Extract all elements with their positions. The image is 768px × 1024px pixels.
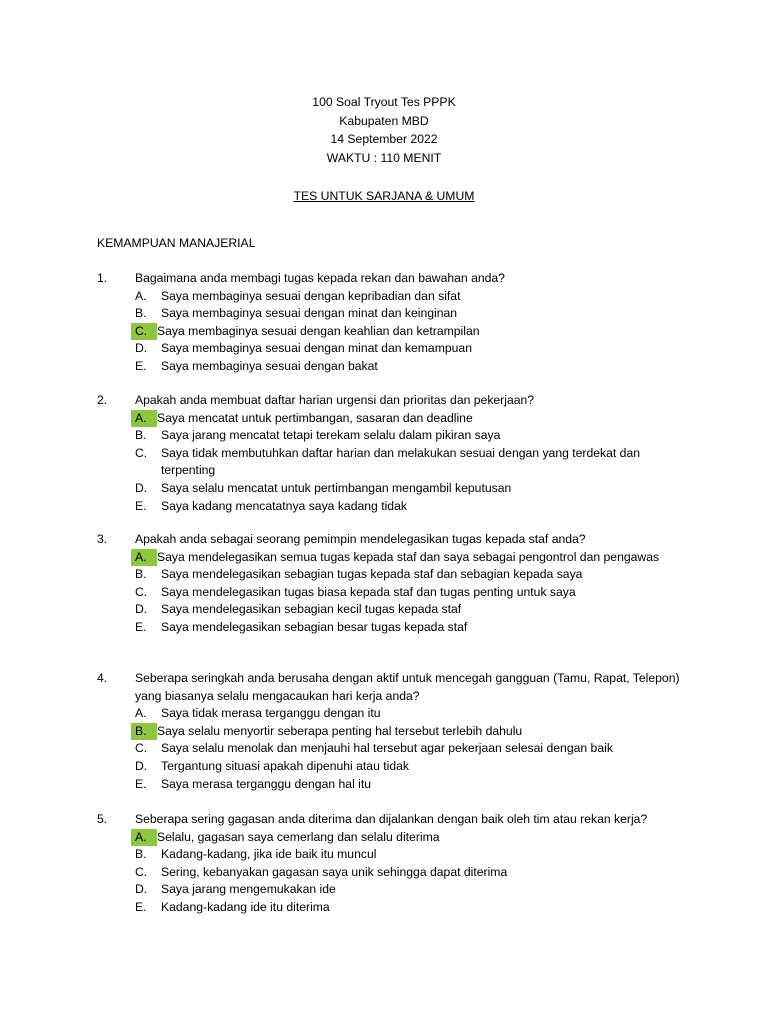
- answer-letter: E.: [135, 498, 147, 513]
- answer-option: [135, 305, 697, 323]
- answer-option: [135, 619, 697, 637]
- question-block: [97, 670, 697, 793]
- question-row: [97, 531, 697, 549]
- answer-text: Saya selalu menyortir seberapa penting hal tersebut terlebih dahulu: [157, 723, 523, 738]
- answer-option-selected: [135, 829, 697, 847]
- option-list: [135, 410, 697, 516]
- answer-option: [135, 705, 697, 723]
- answer-letter: D.: [135, 602, 148, 617]
- option-list: [135, 829, 697, 917]
- answer-text: Saya tidak membutuhkan daftar harian dan melakukan sesuai dengan yang terdekat dan terpenting: [161, 445, 641, 478]
- document-header: [0, 94, 768, 168]
- answer-option: [135, 445, 697, 480]
- answer-text: Saya jarang mengemukakan ide: [161, 882, 336, 897]
- answer-option: [135, 288, 697, 306]
- question-text: Seberapa seringkah anda berusaha dengan aktif untuk mencegah gangguan (Tamu, Rapat, Telepon) yang biasanya selalu mengacaukan hari kerja anda?: [135, 671, 680, 703]
- answer-letter: A.: [135, 288, 147, 303]
- answer-letter: C.: [135, 864, 148, 879]
- answer-letter-highlighted: B.: [131, 723, 157, 741]
- answer-text: Saya membaginya sesuai dengan keahlian dan ketrampilan: [157, 323, 480, 338]
- answer-option-selected: [135, 323, 697, 341]
- option-list: [135, 288, 697, 376]
- answer-letter: D.: [135, 758, 148, 773]
- answer-text: Saya mendelegasikan sebagian besar tugas kepada staf: [161, 619, 468, 634]
- question-block: [97, 531, 697, 637]
- answer-letter: D.: [135, 480, 148, 495]
- answer-option: [135, 846, 697, 864]
- answer-letter: C.: [135, 445, 148, 460]
- answer-option-selected: [135, 410, 697, 428]
- question-row: [97, 392, 697, 410]
- answer-text: Sering, kebanyakan gagasan saya unik sehingga dapat diterima: [161, 864, 508, 879]
- answer-option: [135, 340, 697, 358]
- answer-letter: C.: [135, 741, 148, 756]
- question-number: 4.: [97, 671, 108, 685]
- question-text: Apakah anda membuat daftar harian urgensi dan prioritas dan pekerjaan?: [135, 393, 535, 407]
- answer-text: Saya membaginya sesuai dengan bakat: [161, 358, 378, 373]
- answer-letter: C.: [135, 584, 148, 599]
- answer-option: [135, 881, 697, 899]
- document-title: 100 Soal Tryout Tes PPPK: [312, 95, 456, 109]
- answer-text: Saya mencatat untuk pertimbangan, sasaran dan deadline: [157, 410, 473, 425]
- question-block: [97, 392, 697, 515]
- question-row: [97, 270, 697, 288]
- option-list: [135, 549, 697, 637]
- document-duration: WAKTU : 110 MENIT: [326, 150, 442, 165]
- answer-text: Tergantung situasi apakah dipenuhi atau tidak: [161, 758, 409, 773]
- answer-letter: E.: [135, 899, 147, 914]
- answer-option: [135, 776, 697, 794]
- answer-letter-highlighted: A.: [131, 410, 157, 428]
- question-number: 2.: [97, 393, 108, 407]
- answer-text: Saya mendelegasikan semua tugas kepada staf dan saya sebagai pengontrol dan pengawas: [157, 549, 660, 564]
- answer-option: [135, 358, 697, 376]
- answer-text: Saya membaginya sesuai dengan minat dan keinginan: [161, 306, 458, 321]
- answer-letter: B.: [135, 567, 147, 582]
- answer-text: Selalu, gagasan saya cemerlang dan selalu diterima: [157, 829, 440, 844]
- answer-option: [135, 740, 697, 758]
- question-number: 3.: [97, 532, 108, 546]
- question-row: [97, 670, 697, 705]
- answer-text: Saya membaginya sesuai dengan kepribadian dan sifat: [161, 288, 461, 303]
- answer-text: Kadang-kadang ide itu diterima: [161, 899, 330, 914]
- answer-text: Saya selalu menolak dan menjauhi hal tersebut agar pekerjaan selesai dengan baik: [161, 741, 613, 756]
- answer-option: [135, 899, 697, 917]
- answer-option: [135, 864, 697, 882]
- answer-text: Kadang-kadang, jika ide baik itu muncul: [161, 847, 377, 862]
- answer-option: [135, 566, 697, 584]
- answer-letter: E.: [135, 619, 147, 634]
- answer-letter: B.: [135, 428, 147, 443]
- answer-text: Saya mendelegasikan sebagian tugas kepada staf dan sebagian kepada saya: [161, 567, 583, 582]
- section-title: KEMAMPUAN MANAJERIAL: [97, 236, 256, 250]
- answer-text: Saya jarang mencatat tetapi terekam selalu dalam pikiran saya: [161, 428, 501, 443]
- answer-letter-highlighted: C.: [131, 323, 157, 341]
- answer-letter: B.: [135, 847, 147, 862]
- answer-option: [135, 584, 697, 602]
- answer-letter: E.: [135, 776, 147, 791]
- document-date: 14 September 2022: [330, 132, 438, 146]
- question-number: 5.: [97, 812, 108, 826]
- answer-option-selected: [135, 723, 697, 741]
- answer-text: Saya mendelegasikan sebagian kecil tugas kepada staf: [161, 602, 462, 617]
- answer-letter: E.: [135, 358, 147, 373]
- answer-text: Saya kadang mencatatnya saya kadang tidak: [161, 498, 407, 513]
- answer-letter: D.: [135, 882, 148, 897]
- answer-text: Saya mendelegasikan tugas biasa kepada staf dan tugas penting untuk saya: [161, 584, 576, 599]
- answer-option-selected: [135, 549, 697, 567]
- answer-option: [135, 758, 697, 776]
- document-location: Kabupaten MBD: [339, 113, 429, 128]
- question-block: [97, 811, 697, 917]
- answer-letter: A.: [135, 706, 147, 721]
- answer-letter: D.: [135, 341, 148, 356]
- answer-letter-highlighted: A.: [131, 549, 157, 567]
- answer-option: [135, 601, 697, 619]
- question-text: Bagaimana anda membagi tugas kepada rekan dan bawahan anda?: [135, 271, 505, 285]
- question-text: Apakah anda sebagai seorang pemimpin mendelegasikan tugas kepada staf anda?: [135, 532, 586, 546]
- question-number: 1.: [97, 271, 108, 285]
- answer-letter-highlighted: A.: [131, 829, 157, 847]
- test-subtitle: TES UNTUK SARJANA & UMUM: [293, 189, 475, 203]
- question-text: Seberapa sering gagasan anda diterima dan dijalankan dengan baik oleh tim atau rekan kerja?: [135, 812, 648, 826]
- question-block: [97, 270, 697, 376]
- answer-text: Saya membaginya sesuai dengan minat dan kemampuan: [161, 341, 472, 356]
- answer-option: [135, 480, 697, 498]
- answer-letter: B.: [135, 306, 147, 321]
- answer-text: Saya selalu mencatat untuk pertimbangan mengambil keputusan: [161, 480, 512, 495]
- answer-option: [135, 427, 697, 445]
- option-list: [135, 705, 697, 793]
- answer-text: Saya merasa terganggu dengan hal itu: [161, 776, 372, 791]
- answer-option: [135, 498, 697, 516]
- answer-text: Saya tidak merasa terganggu dengan itu: [161, 706, 381, 721]
- question-row: [97, 811, 697, 829]
